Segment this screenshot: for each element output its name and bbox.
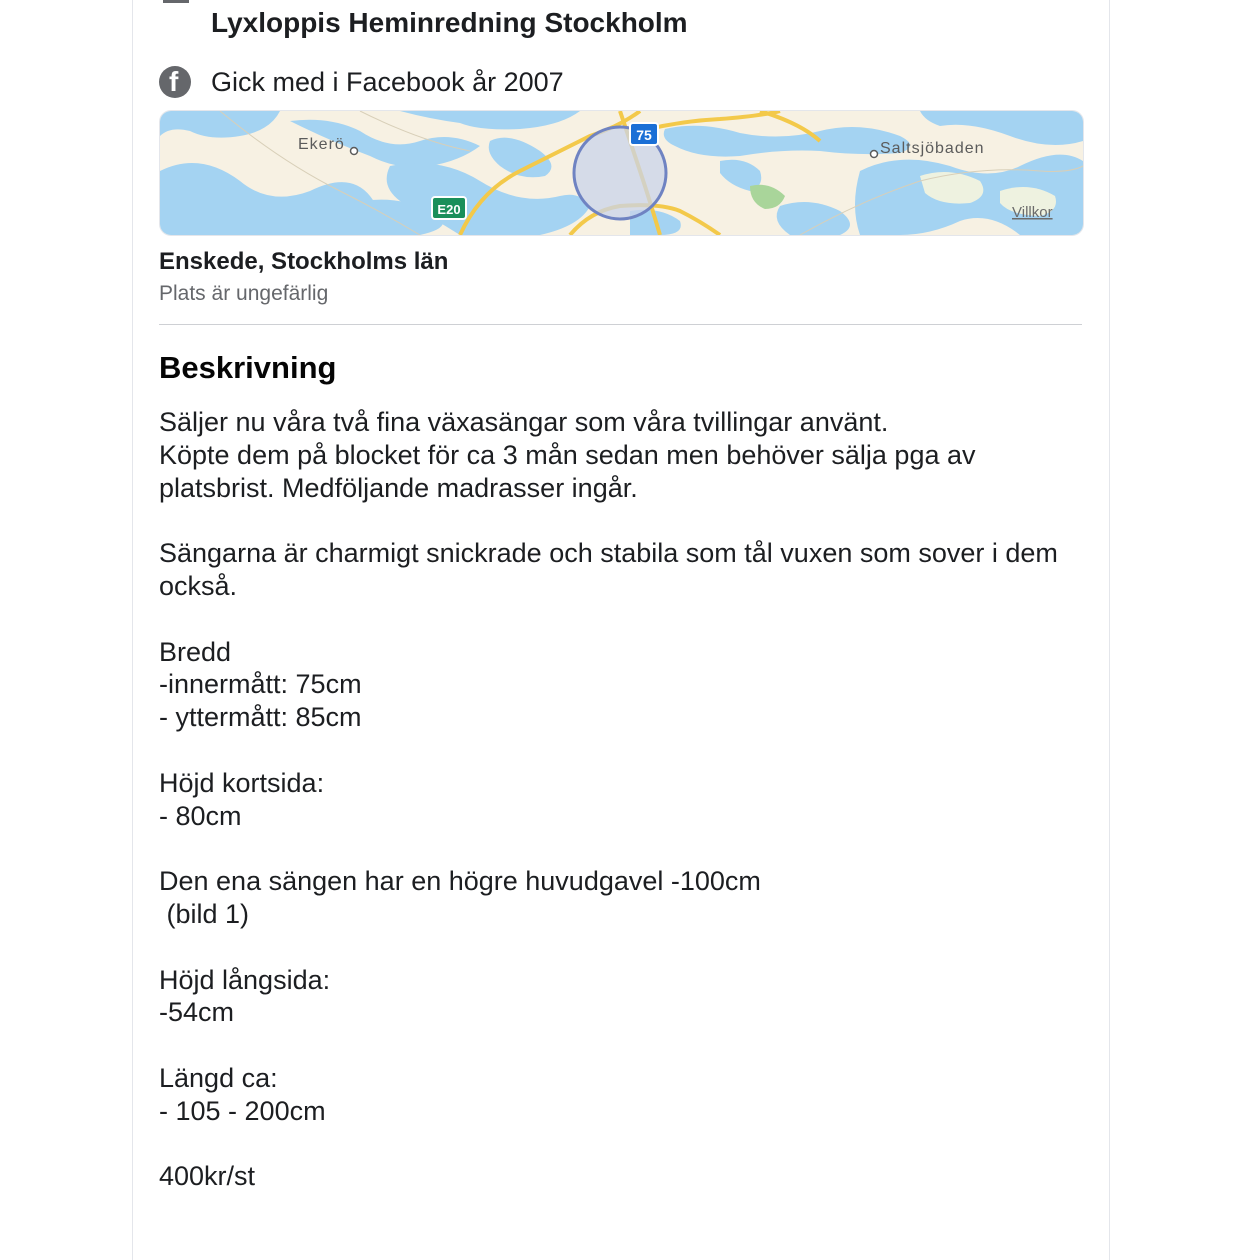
listing-card xyxy=(132,0,1110,1260)
road-e20-label: E20 xyxy=(437,202,461,217)
group-icon xyxy=(163,0,189,3)
location-subtitle: Plats är ungefärlig xyxy=(159,282,329,305)
map-dot-ekero xyxy=(351,148,358,155)
location-map[interactable] xyxy=(159,110,1084,236)
road-75-label: 75 xyxy=(636,127,652,143)
map-label-ekero: Ekerö xyxy=(298,136,345,153)
facebook-icon: f xyxy=(159,66,191,98)
road-75-shield xyxy=(630,123,658,145)
group-row[interactable] xyxy=(211,0,1091,40)
description-body: Säljer nu våra två fina växasängar som våra tvillingar använt. Köpte dem på blocket för ca 3 mån sedan men behöver sälja pga av platsbrist. Medföljande madrasser ingår. Sängarna är charmigt snickrade och stabila som tål vuxen som sover i dem också. Bredd -innermått: 75cm - yttermått: 85cm Höjd kortsida: - 80cm Den ena sängen har en högre huvudgavel -100cm (bild 1) Höjd långsida: -54cm Längd ca: - 105 - 200cm 400kr/st xyxy=(159,407,1058,1192)
group-name[interactable]: Lyxloppis Heminredning Stockholm xyxy=(211,7,688,38)
facebook-joined-text: Gick med i Facebook år 2007 xyxy=(211,66,564,97)
group-prefix-cut xyxy=(211,0,1091,6)
map-terms-link[interactable]: Villkor xyxy=(1012,204,1053,221)
description-heading: Beskrivning xyxy=(159,350,337,385)
map-label-saltsjobaden: Saltsjöbaden xyxy=(880,140,985,157)
section-divider xyxy=(159,324,1082,325)
map-dot-saltsjobaden xyxy=(871,151,878,158)
road-e20-shield xyxy=(432,197,466,219)
facebook-joined-row xyxy=(159,62,564,102)
location-title: Enskede, Stockholms län xyxy=(159,248,449,275)
